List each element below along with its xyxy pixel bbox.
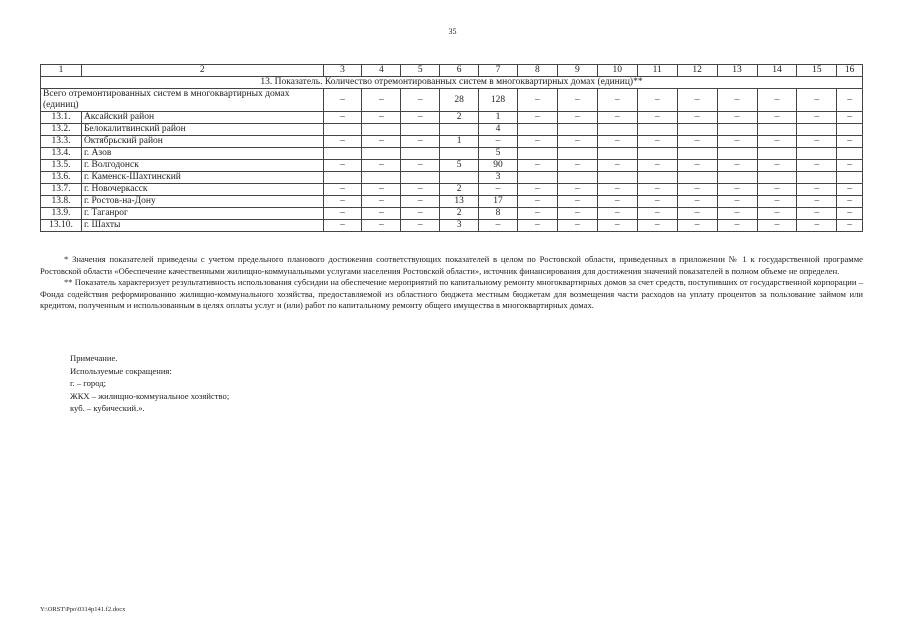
table-cell: – [362,160,401,172]
table-cell [797,124,837,136]
table-cell: – [362,220,401,232]
table-cell [323,124,362,136]
table-cell: – [557,136,597,148]
column-number: 10 [597,65,637,77]
row-name: г. Таганрог [81,208,323,220]
table-cell: – [837,196,863,208]
table-cell [323,148,362,160]
table-cell: – [401,89,440,112]
table-cell: – [717,208,757,220]
table-cell: – [597,160,637,172]
row-number: 13.6. [41,172,82,184]
table-cell: – [797,160,837,172]
table-header-row [41,65,863,77]
indicator-table [40,64,863,232]
row-name: г. Новочеркасск [81,184,323,196]
row-name: г. Ростов-на-Дону [81,196,323,208]
column-number: 11 [637,65,677,77]
column-number: 16 [837,65,863,77]
table-row [41,208,863,220]
table-cell: – [323,89,362,112]
table-cell: 3 [479,172,518,184]
table-cell: – [323,196,362,208]
column-number: 8 [517,65,557,77]
table-cell [837,172,863,184]
row-number: 13.10. [41,220,82,232]
table-cell: 2 [440,184,479,196]
table-cell: – [797,208,837,220]
table-cell [757,124,797,136]
table-cell: – [677,136,717,148]
row-number: 13.4. [41,148,82,160]
table-cell [717,124,757,136]
footnote-1: * Значения показателей приведены с учетом предельного планового достижения соответствующих показателей в целом по Ростовской области, приведенных в приложении № 1 к государственной программе Ростовской области «Обеспечение качественными жилищно-коммунальными услугами населения Ростовской области», источник финансирования для достижения значений показателей в полном объеме не определен. [40,254,863,276]
table-row [41,148,863,160]
table-row [41,172,863,184]
table-cell [837,148,863,160]
row-name: Октябрьский район [81,136,323,148]
table-cell: – [597,89,637,112]
row-name: Белокалитвинский район [81,124,323,136]
table-cell [440,172,479,184]
table-cell: 5 [479,148,518,160]
table-cell [401,172,440,184]
row-number: 13.2. [41,124,82,136]
row-number: 13.3. [41,136,82,148]
table-cell [401,148,440,160]
table-cell: – [837,220,863,232]
table-cell: – [362,208,401,220]
table-cell: 8 [479,208,518,220]
table-cell: – [401,160,440,172]
row-name: г. Шахты [81,220,323,232]
table-cell: – [677,112,717,124]
table-cell: 28 [440,89,479,112]
table-cell: – [637,112,677,124]
table-cell: – [597,220,637,232]
table-cell: – [677,89,717,112]
table-cell: – [362,184,401,196]
table-cell: – [557,196,597,208]
table-cell: – [517,220,557,232]
table-cell: – [401,112,440,124]
table-cell [757,172,797,184]
table-cell [440,148,479,160]
table-cell: – [797,136,837,148]
table-cell [517,172,557,184]
table-cell: – [757,112,797,124]
table-cell: – [557,208,597,220]
table-cell: – [517,208,557,220]
column-number: 15 [797,65,837,77]
table-cell: – [362,89,401,112]
table-cell: – [717,136,757,148]
table-cell: – [797,196,837,208]
table-cell: – [677,196,717,208]
table-cell [717,172,757,184]
footnote-2: ** Показатель характеризует результативность использования субсидии на обеспечение мероприятий по капитальному ремонту многоквартирных домов за счет средств, поступивших от государственной корпорации – Фонда содействия реформированию жилищно-коммунального хозяйства, предоставляемой из областного бюджета местным бюджетам для возмещения части расходов на уплату процентов за пользование займом или кредитом, полученным и использованным в целях оплаты услуг и (или) работ по капитальному ремонту общего имущества в многоквартирных домах. [40,277,863,311]
row-name: г. Азов [81,148,323,160]
remark-line: ЖКХ – жилищно-коммунальное хозяйство; [70,390,230,401]
table-row [41,196,863,208]
table-cell: – [637,196,677,208]
table-cell [597,172,637,184]
table-cell: – [323,184,362,196]
remark-title: Примечание. [70,353,118,363]
table-cell: – [717,196,757,208]
row-number: 13.9. [41,208,82,220]
row-name: Всего отремонтированных систем в многоквартирных домах (единиц) [41,89,324,112]
table-cell: 4 [479,124,518,136]
row-number: 13.5. [41,160,82,172]
table-cell: 2 [440,112,479,124]
table-cell: – [557,184,597,196]
table-cell: – [597,184,637,196]
file-path: Y:\ORST\Ppo\0314p141.f2.docx [40,606,126,613]
table-cell: 13 [440,196,479,208]
table-cell: – [837,208,863,220]
column-number: 9 [557,65,597,77]
table-cell: – [557,89,597,112]
table-cell: – [479,220,518,232]
table-cell: – [323,208,362,220]
table-cell: – [717,89,757,112]
table-cell [323,172,362,184]
table-cell: – [757,208,797,220]
table-cell: 128 [479,89,518,112]
table-cell [797,172,837,184]
row-number: 13.1. [41,112,82,124]
table-cell: – [517,184,557,196]
remark-line: Используемые сокращения: [70,365,172,376]
column-number: 5 [401,65,440,77]
table-cell: – [757,220,797,232]
table-cell: – [717,184,757,196]
table-cell [677,124,717,136]
table-cell: – [323,220,362,232]
table-cell: – [637,208,677,220]
table-cell [362,148,401,160]
table-cell [517,148,557,160]
table-cell [557,124,597,136]
table-cell: – [517,160,557,172]
table-cell: – [677,208,717,220]
remark-line: г. – город; [70,378,107,388]
table-cell: – [797,89,837,112]
row-number: 13.8. [41,196,82,208]
table-cell: – [757,89,797,112]
table-cell: – [362,196,401,208]
table-cell: – [717,160,757,172]
table-cell: – [837,184,863,196]
table-cell: – [517,136,557,148]
table-cell [440,124,479,136]
table-cell: – [637,160,677,172]
footnotes [40,254,863,312]
table-cell: – [597,112,637,124]
table-cell [401,124,440,136]
column-number: 3 [323,65,362,77]
table-cell [557,172,597,184]
table-cell [597,124,637,136]
table-cell: – [837,89,863,112]
table-cell: – [757,196,797,208]
table-cell: – [717,220,757,232]
table-cell: – [637,136,677,148]
table-section-row [41,77,863,89]
table-cell: – [837,160,863,172]
table-cell: 5 [440,160,479,172]
table-cell: – [597,136,637,148]
table-cell [677,148,717,160]
table-cell: – [401,184,440,196]
table-cell: – [323,112,362,124]
table-cell [362,124,401,136]
column-number: 4 [362,65,401,77]
table-cell [757,148,797,160]
table-cell [557,148,597,160]
column-number: 7 [479,65,518,77]
column-number: 12 [677,65,717,77]
table-cell: – [677,184,717,196]
table-cell [797,148,837,160]
table-cell: – [837,136,863,148]
table-cell [637,172,677,184]
table-cell: 3 [440,220,479,232]
table-cell [517,124,557,136]
table-cell: – [557,160,597,172]
column-number: 2 [81,65,323,77]
table-row [41,220,863,232]
table-cell: – [757,184,797,196]
section-title: 13. Показатель. Количество отремонтированных систем в многоквартирных домах (единиц)** [41,77,863,89]
row-name: г. Каменск-Шахтинский [81,172,323,184]
table-cell [637,148,677,160]
column-number: 14 [757,65,797,77]
table-row [41,184,863,196]
table-row [41,136,863,148]
table-cell: – [637,184,677,196]
table-cell: – [362,112,401,124]
table-cell: 1 [479,112,518,124]
table-cell: – [323,136,362,148]
table-cell: – [677,220,717,232]
table-cell [837,124,863,136]
table-cell: – [517,196,557,208]
table-cell: – [401,220,440,232]
column-number: 1 [41,65,82,77]
table-cell: – [479,136,518,148]
table-cell: – [401,136,440,148]
table-cell [717,148,757,160]
row-number: 13.7. [41,184,82,196]
table-cell [677,172,717,184]
table-cell [597,148,637,160]
remark-line: куб. – кубический.». [70,403,145,413]
table-cell: – [517,112,557,124]
remark-block [70,352,229,415]
table-cell: – [323,160,362,172]
table-cell: – [479,184,518,196]
table-cell: – [797,184,837,196]
table-cell: – [401,208,440,220]
table-cell: – [517,89,557,112]
table-cell: – [401,196,440,208]
table-row [41,89,863,112]
row-name: Аксайский район [81,112,323,124]
table-cell: – [557,112,597,124]
table-cell: 17 [479,196,518,208]
column-number: 6 [440,65,479,77]
table-cell: – [757,160,797,172]
table-cell: – [837,112,863,124]
table-cell: – [557,220,597,232]
table-cell: 90 [479,160,518,172]
table-cell: – [597,196,637,208]
table-cell: – [597,208,637,220]
page-number: 35 [448,27,457,36]
table-cell: – [677,160,717,172]
table-cell: – [362,136,401,148]
table-cell: 1 [440,136,479,148]
row-name: г. Волгодонск [81,160,323,172]
table-cell [362,172,401,184]
table-cell [637,124,677,136]
table-cell: – [717,112,757,124]
table-cell: – [637,220,677,232]
table-cell: – [797,220,837,232]
column-number: 13 [717,65,757,77]
table-row [41,112,863,124]
table-cell: 2 [440,208,479,220]
table-cell: – [757,136,797,148]
table-cell: – [797,112,837,124]
table-row [41,160,863,172]
table-row [41,124,863,136]
table-cell: – [637,89,677,112]
